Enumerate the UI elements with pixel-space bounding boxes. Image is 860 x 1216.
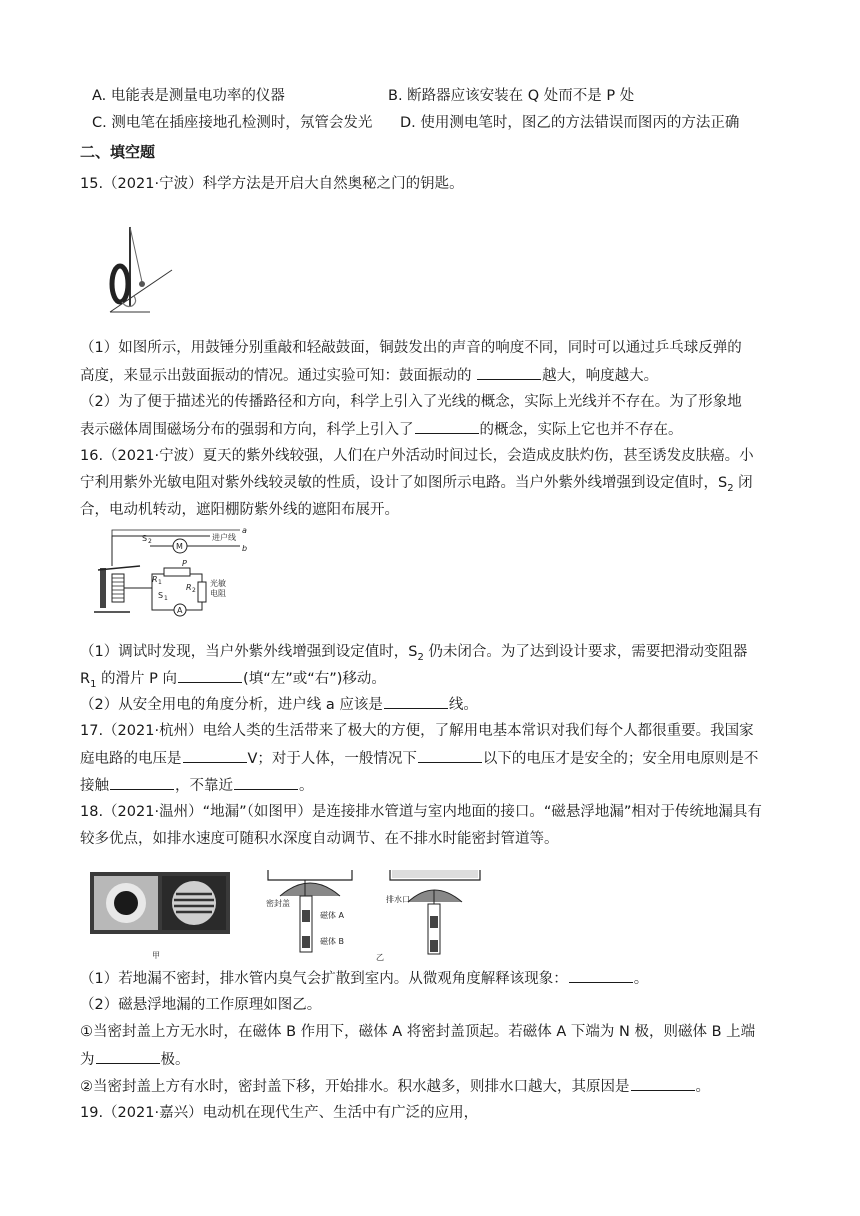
option-c: C. 测电笔在插座接地孔检测时，氖管会发光 xyxy=(92,115,373,131)
text: 。 xyxy=(299,778,314,794)
text: （1）调试时发现，当户外紫外线增强到设定值时，S xyxy=(80,644,418,660)
text: 为 xyxy=(80,1052,95,1068)
answer-blank[interactable] xyxy=(631,1076,695,1091)
text: 线。 xyxy=(448,697,478,713)
inlet-label: 进户线 xyxy=(212,533,236,542)
q17-line2 xyxy=(80,748,758,769)
answer-blank[interactable] xyxy=(569,968,633,983)
q18-s2 xyxy=(80,1076,710,1097)
option-d: D. 使用测电笔时，图乙的方法错误而图丙的方法正确 xyxy=(400,115,740,131)
answer-blank[interactable] xyxy=(415,419,479,434)
q16-p2 xyxy=(80,694,478,715)
r1-label: R xyxy=(152,575,158,584)
subscript: 2 xyxy=(417,651,424,663)
text: ，不靠近 xyxy=(175,778,233,794)
photo-label-2: 电阻 xyxy=(210,589,226,598)
s2-sub: 2 xyxy=(148,538,152,545)
q15-p2-line1: （2）为了便于描述光的传播路径和方向，科学上引入了光线的概念，实际上光线并不存在。为了形象地 xyxy=(80,394,742,410)
label-magnet-b: 磁体 B xyxy=(320,937,345,946)
text: (填“左”或“右”)移动。 xyxy=(243,671,386,687)
circuit-figure xyxy=(90,526,270,622)
photo-label-1: 光敏 xyxy=(210,579,226,588)
text: （1）若地漏不密封，排水管内臭气会扩散到室内。从微观角度解释该现象： xyxy=(80,971,568,987)
text: 宁利用紫外光敏电阻对紫外线较灵敏的性质，设计了如图所示电路。当户外紫外线增强到设定值时，S xyxy=(80,475,728,491)
q15-p1-line2 xyxy=(80,365,658,386)
label-outlet: 排水口 xyxy=(386,895,410,904)
ammeter-label: A xyxy=(177,606,183,615)
text: 的滑片 P 向 xyxy=(96,671,178,687)
label-seal: 密封盖 xyxy=(266,899,290,908)
r1-sub: 1 xyxy=(158,579,162,586)
answer-blank[interactable] xyxy=(234,775,298,790)
drum-figure xyxy=(100,222,180,322)
subscript: 2 xyxy=(727,482,734,494)
text: 高度，来显示出鼓面振动的情况。通过实验可知：鼓面振动的 xyxy=(80,368,477,384)
p-label: P xyxy=(182,559,187,568)
label-yi: 乙 xyxy=(376,953,384,962)
text: R xyxy=(80,671,91,687)
q18-s1-line1: ①当密封盖上方无水时，在磁体 B 作用下，磁体 A 将密封盖顶起。若磁体 A 下端为 N 极，则磁体 B 上端 xyxy=(80,1024,756,1040)
answer-blank[interactable] xyxy=(183,748,247,763)
subscript: 1 xyxy=(90,678,97,690)
answer-blank[interactable] xyxy=(110,775,174,790)
q15-p2-line2 xyxy=(80,419,683,440)
r2-sub: 2 xyxy=(192,587,196,594)
s1-sub: 1 xyxy=(164,595,168,602)
q16-p1-line1 xyxy=(80,642,747,668)
motor-label: M xyxy=(176,542,183,551)
q17-line3 xyxy=(80,775,314,796)
q16-line2 xyxy=(80,473,753,499)
text: 庭电路的电压是 xyxy=(80,751,182,767)
s2-label: S xyxy=(142,534,148,543)
text: 。 xyxy=(695,1079,710,1095)
q19-line1: 19.（2021·嘉兴）电动机在现代生产、生活中有广泛的应用， xyxy=(80,1105,479,1121)
text: 以下的电压才是安全的；安全用电原则是不 xyxy=(482,751,759,767)
floor-drain-figure xyxy=(90,856,490,966)
text: V；对于人体，一般情况下 xyxy=(247,751,417,767)
s1-label: S xyxy=(158,591,164,600)
section-title: 二、填空题 xyxy=(80,143,156,161)
text: ②当密封盖上方有水时，密封盖下移，开始排水。积水越多，则排水口越大，其原因是 xyxy=(80,1079,630,1095)
answer-blank[interactable] xyxy=(477,365,541,380)
q16-p1-line2 xyxy=(80,668,386,695)
option-b: B. 断路器应该安装在 Q 处而不是 P 处 xyxy=(388,88,635,104)
text: 仍未闭合。为了达到设计要求，需要把滑动变阻器 xyxy=(423,644,748,660)
q18-s1-line2 xyxy=(80,1049,190,1070)
text: 接触 xyxy=(80,778,109,794)
q17-line1: 17.（2021·杭州）电给人类的生活带来了极大的方便，了解用电基本常识对我们每个人都很重要。我国家 xyxy=(80,723,754,739)
text: 。 xyxy=(633,971,649,987)
q18-line2: 较多优点，如排水速度可随积水深度自动调节、在不排水时能密封管道等。 xyxy=(80,831,559,847)
text: 极。 xyxy=(160,1052,190,1068)
q16-line3: 合，电动机转动，遮阳棚防紫外线的遮阳布展开。 xyxy=(80,502,399,518)
answer-blank[interactable] xyxy=(418,748,482,763)
answer-blank[interactable] xyxy=(96,1049,160,1064)
label-jia: 甲 xyxy=(152,951,160,960)
label-magnet-a: 磁体 A xyxy=(320,911,345,920)
q16-line1: 16.（2021·宁波）夏天的紫外线较强，人们在户外活动时间过长，会造成皮肤灼伤，甚至诱发皮肤癌。小 xyxy=(80,448,754,464)
q15-p1-line1: （1）如图所示，用鼓锤分别重敲和轻敲鼓面，铜鼓发出的声音的响度不同，同时可以通过乒乓球反弹的 xyxy=(80,340,742,356)
text: 闭 xyxy=(733,475,753,491)
a-label: a xyxy=(242,526,247,535)
q15-stem: 15.（2021·宁波）科学方法是开启大自然奥秘之门的钥匙。 xyxy=(80,176,464,192)
r2-label: R xyxy=(186,583,192,592)
answer-blank[interactable] xyxy=(384,694,448,709)
b-label: b xyxy=(242,544,248,553)
q18-p2: （2）磁悬浮地漏的工作原理如图乙。 xyxy=(80,997,322,1013)
answer-blank[interactable] xyxy=(178,668,242,683)
text: 越大，响度越大。 xyxy=(542,368,659,384)
option-a: A. 电能表是测量电功率的仪器 xyxy=(92,88,285,104)
text: 的概念，实际上它也并不存在。 xyxy=(479,422,683,438)
q18-p1 xyxy=(80,968,648,989)
text: （2）从安全用电的角度分析，进户线 a 应该是 xyxy=(80,697,383,713)
text: 表示磁体周围磁场分布的强弱和方向，科学上引入了 xyxy=(80,422,414,438)
q18-line1: 18.（2021·温州）“地漏”（如图甲）是连接排水管道与室内地面的接口。“磁悬浮地漏”相对于传统地漏具有 xyxy=(80,804,762,820)
